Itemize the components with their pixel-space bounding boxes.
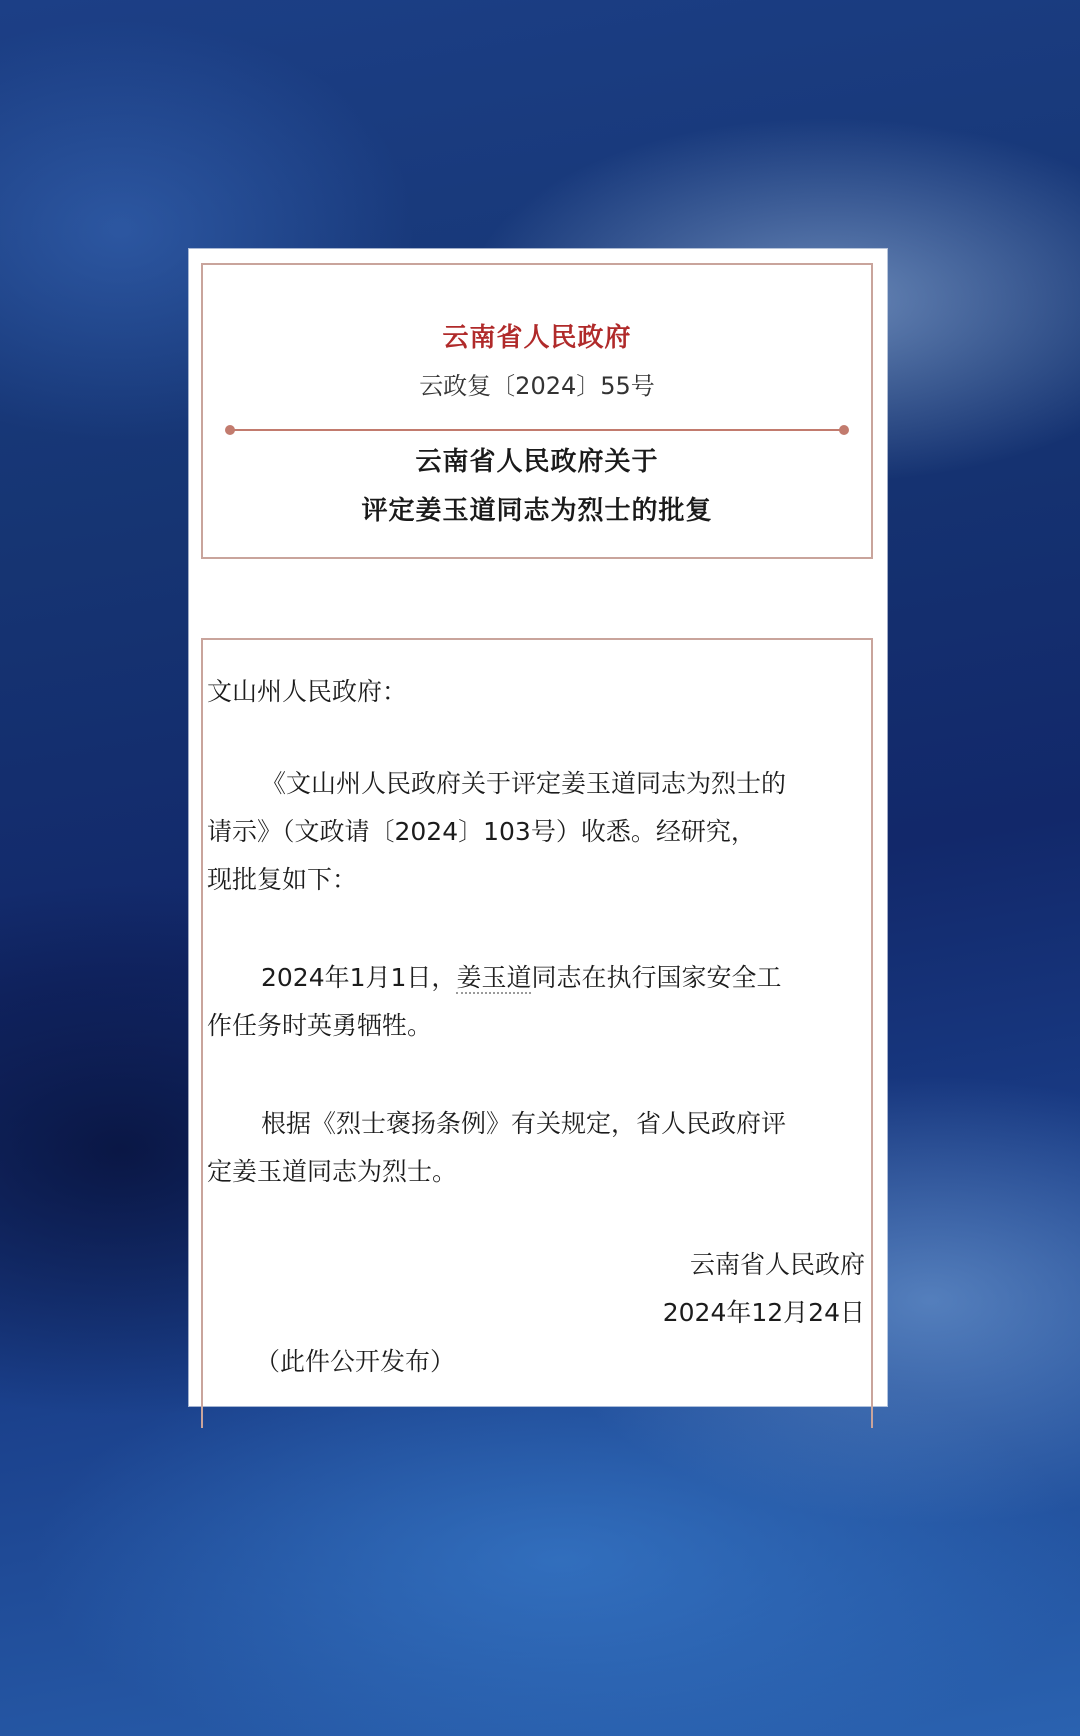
- paragraph-decision: [207, 1100, 786, 1196]
- paragraph-line: 定姜玉道同志为烈士。: [207, 1157, 458, 1186]
- document-number: 云政复〔2024〕55号: [419, 372, 655, 400]
- paragraph-request-ack: [207, 760, 786, 904]
- header-frame: [201, 263, 873, 559]
- paragraph-event: [207, 954, 781, 1050]
- document-title-line-1: 云南省人民政府关于: [415, 447, 659, 477]
- paragraph-line: [207, 954, 781, 1002]
- addressee: 文山州人民政府：: [207, 677, 408, 706]
- paragraph-line: 现批复如下：: [207, 865, 358, 894]
- document-title-line-2: 评定姜玉道同志为烈士的批复: [361, 496, 713, 526]
- divider-right-dot: [839, 425, 849, 435]
- paragraph-line: 作任务时英勇牺牲。: [207, 1011, 433, 1040]
- event-text: 同志在执行国家安全工: [531, 963, 782, 992]
- paragraph-line: 根据《烈士褒扬条例》有关规定，省人民政府评: [261, 1109, 787, 1138]
- document-page: [189, 249, 887, 1406]
- issuer-name: 云南省人民政府: [442, 323, 632, 353]
- header-divider: [229, 429, 845, 431]
- paragraph-line: 《文山州人民政府关于评定姜玉道同志为烈士的: [261, 769, 787, 798]
- divider-left-dot: [225, 425, 235, 435]
- signature-org: 云南省人民政府: [689, 1250, 865, 1279]
- paragraph-line: 请示》（文政请〔2024〕103号）收悉。经研究，: [207, 817, 756, 846]
- event-date: 2024年1月1日，: [261, 963, 457, 992]
- person-name: 姜玉道: [456, 963, 532, 992]
- publication-note: （此件公开发布）: [255, 1347, 456, 1376]
- signature-date: 2024年12月24日: [662, 1298, 865, 1327]
